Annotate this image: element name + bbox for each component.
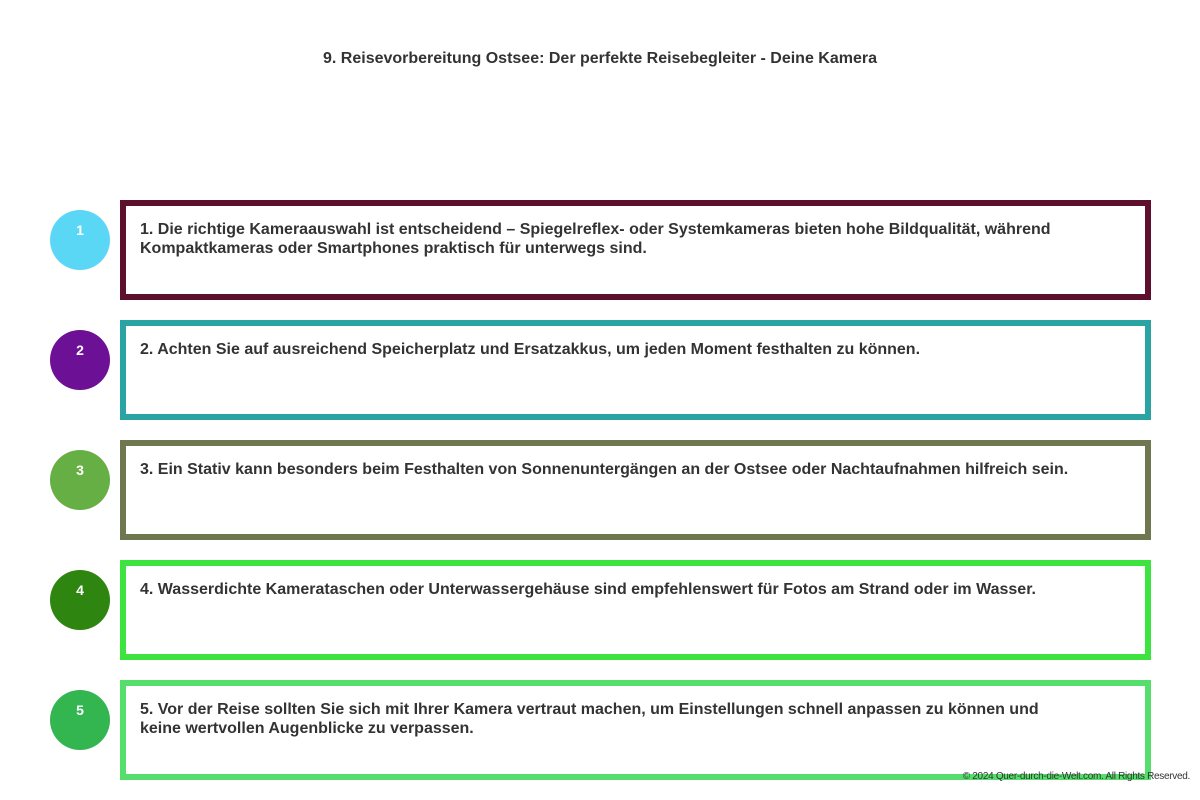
step-card: [120, 440, 1151, 540]
step-item-3: [0, 440, 1200, 540]
step-text: 2. Achten Sie auf ausreichend Speicherplatz und Ersatzakkus, um jeden Moment festhalten zu können.: [140, 341, 921, 358]
step-number-badge: 2: [50, 330, 110, 390]
step-number-badge: 4: [50, 570, 110, 630]
copyright-footer: © 2024 Quer-durch-die-Welt.com. All Rights Reserved.: [962, 771, 1190, 782]
step-card: [120, 560, 1151, 660]
step-number-badge: 1: [50, 210, 110, 270]
page-title: 9. Reisevorbereitung Ostsee: Der perfekte Reisebegleiter - Deine Kamera: [323, 50, 877, 67]
step-text: 5. Vor der Reise sollten Sie sich mit Ihrer Kamera vertraut machen, um Einstellungen schnell anpassen zu können und keine wertvollen Augenblicke zu verpassen.: [140, 701, 1039, 737]
step-number-badge: 5: [50, 690, 110, 750]
step-number-badge: 3: [50, 450, 110, 510]
step-card: [120, 200, 1151, 300]
step-text: 4. Wasserdichte Kamerataschen oder Unterwassergehäuse sind empfehlenswert für Fotos am Strand oder im Wasser.: [140, 581, 1036, 598]
step-item-5: [0, 680, 1200, 780]
step-card: [120, 320, 1151, 420]
step-text: 3. Ein Stativ kann besonders beim Festhalten von Sonnenuntergängen an der Ostsee oder Nachtaufnahmen hilfreich sein.: [140, 461, 1069, 478]
step-item-4: [0, 560, 1200, 660]
step-item-1: [0, 200, 1200, 300]
step-text: 1. Die richtige Kameraauswahl ist entscheidend – Spiegelreflex- oder Systemkameras bieten hohe Bildqualität, während Kompaktkameras oder Smartphones praktisch für unterwegs sind.: [140, 221, 1051, 257]
step-card: [120, 680, 1151, 780]
step-item-2: [0, 320, 1200, 420]
